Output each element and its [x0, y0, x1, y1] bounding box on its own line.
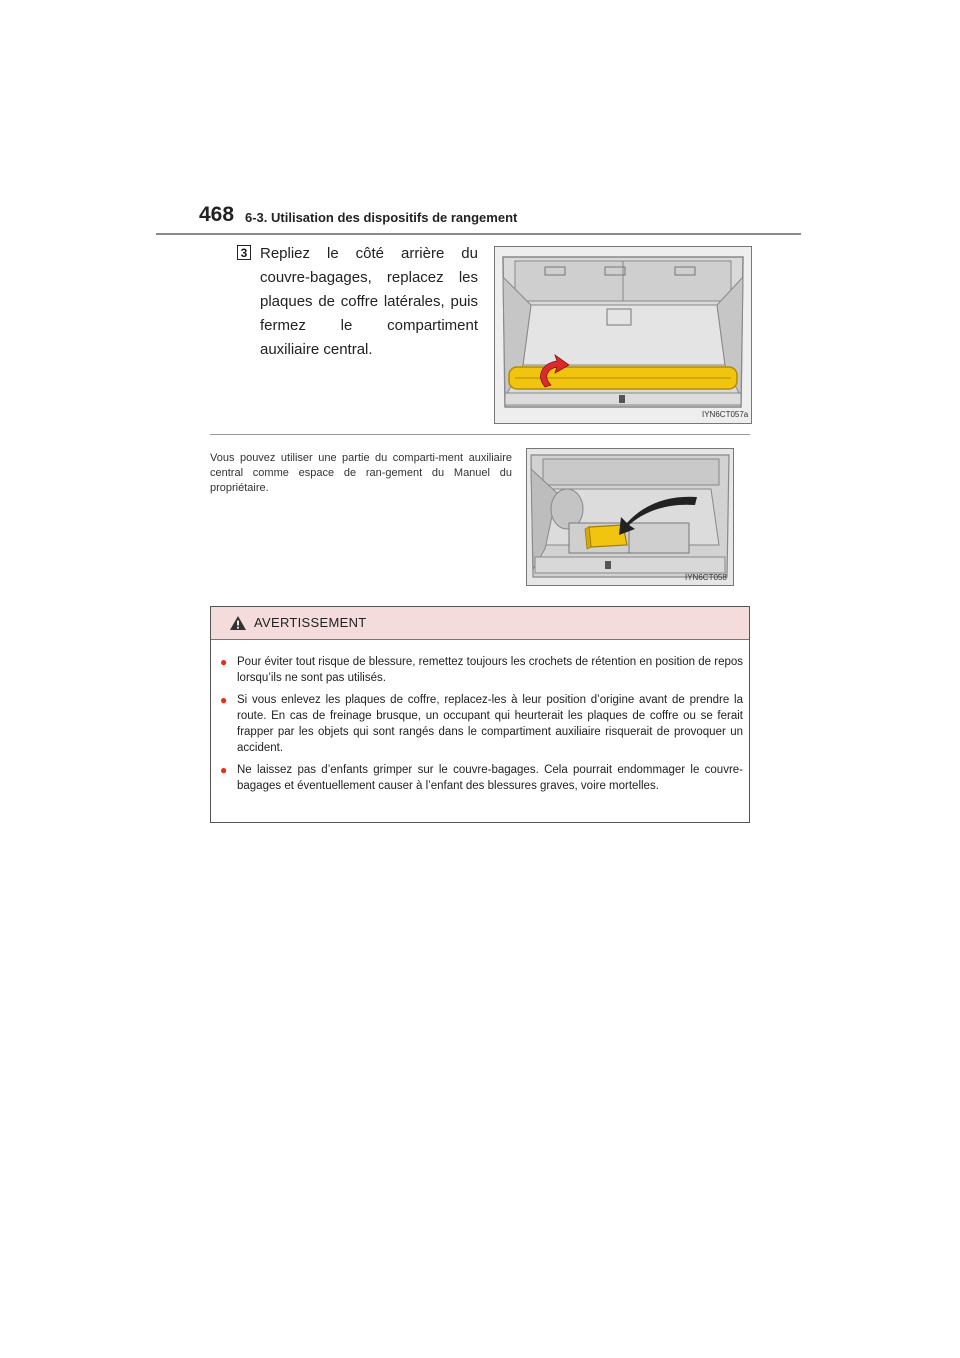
- bullet-icon: ●: [220, 655, 228, 669]
- section-divider: [210, 434, 750, 435]
- warning-item-text: Ne laissez pas d’enfants grimper sur le couvre-bagages. Cela pourrait endommager le couvre-bagages et éventuellement causer à l’enfant des blessures graves, voire mortelles.: [237, 764, 743, 792]
- page-number: 468: [199, 203, 235, 226]
- warning-box: [210, 606, 750, 823]
- figure2-code: IYN6CT058: [685, 573, 727, 582]
- warning-item-text: Si vous enlevez les plaques de coffre, replacez-les à leur position d’origine avant de prendre la route. En cas de freinage brusque, un occupant qui heurterait les plaques de coffre ou se ferait frapper par les objets qui sont rangés dans le compartiment auxiliaire risquerait de provoquer un accident.: [237, 694, 743, 754]
- warning-item: [220, 762, 743, 794]
- warning-item: [220, 692, 743, 756]
- figure-manual-storage: [526, 448, 734, 586]
- header-rule: [156, 233, 801, 235]
- warning-title: AVERTISSEMENT: [254, 615, 367, 630]
- step-badge: 3: [237, 245, 251, 260]
- bullet-icon: ●: [220, 763, 228, 777]
- bullet-icon: ●: [220, 693, 228, 707]
- figure-trunk-cover: [494, 246, 752, 424]
- warning-triangle-icon: [229, 615, 247, 631]
- step-instruction: Repliez le côté arrière du couvre-bagages, replacez les plaques de coffre latérales, puis fermez le compartiment auxiliaire central.: [260, 245, 478, 358]
- warning-list: [211, 640, 749, 794]
- section-title: 6-3. Utilisation des dispositifs de rangement: [245, 210, 518, 225]
- figure1-code: IYN6CT057a: [702, 410, 749, 419]
- warning-item: [220, 654, 743, 686]
- note-text: Vous pouvez utiliser une partie du comparti-ment auxiliaire central comme espace de ran-gement du Manuel du propriétaire.: [210, 452, 512, 494]
- warning-header: [211, 607, 749, 640]
- warning-item-text: Pour éviter tout risque de blessure, remettez toujours les crochets de rétention en position de repos lorsqu’ils ne sont pas utilisés.: [237, 656, 743, 684]
